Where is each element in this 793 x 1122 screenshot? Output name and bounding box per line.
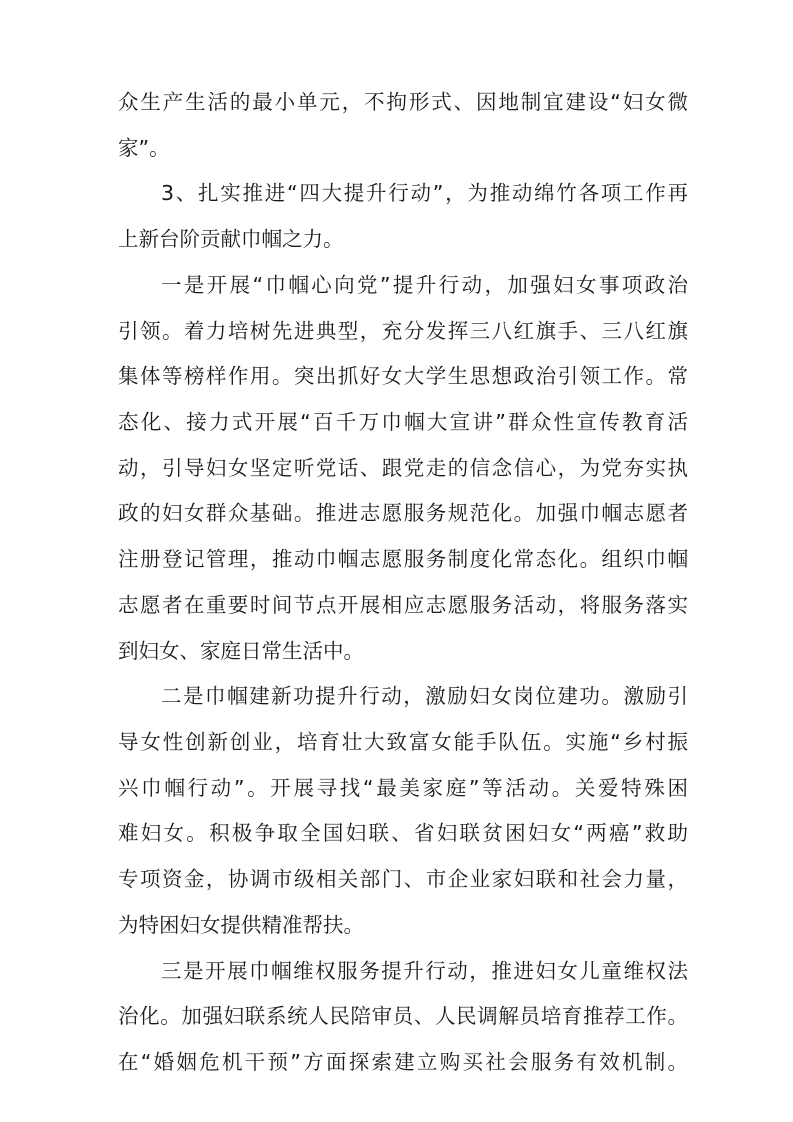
text-line: 态化、接力式开展“百千万巾帼大宣讲”群众性宣传教育活 [118,410,688,434]
text-line: 动，引导妇女坚定听党话、跟党走的信念信心，为党夯实执 [118,455,688,480]
text-line: 到妇女、家庭日常生活中。 [118,638,364,663]
text-line: 3、扎实推进“四大提升行动”，为推动绵竹各项工作再 [161,181,688,206]
text-line: 众生产生活的最小单元，不拘形式、因地制宜建设“妇女微 [118,90,688,114]
text-line: 注册登记管理，推动巾帼志愿服务制度化常态化。组织巾帼 [118,547,688,572]
text-line: 引领。着力培树先进典型，充分发挥三八红旗手、三八红旗 [118,318,688,343]
text-line: 二是巾帼建新功提升行动，激励妇女岗位建功。激励引 [161,684,688,709]
text-line: 政的妇女群众基础。推进志愿服务规范化。加强巾帼志愿者 [118,501,688,526]
text-line: 家”。 [118,135,170,160]
text-line: 上新台阶贡献巾帼之力。 [118,227,344,252]
text-line: 专项资金，协调市级相关部门、市企业家妇联和社会力量， [118,867,688,892]
text-line: 志愿者在重要时间节点开展相应志愿服务活动，将服务落实 [118,592,688,617]
text-line: 兴巾帼行动”。开展寻找“最美家庭”等活动。关爱特殊困 [118,775,688,800]
text-line: 三是开展巾帼维权服务提升行动，推进妇女儿童维权法 [161,958,688,983]
text-line: 治化。加强妇联系统人民陪审员、人民调解员培育推荐工作。 [118,1004,688,1029]
text-line: 为特困妇女提供精准帮扶。 [118,912,364,937]
text-line: 在“婚姻危机干预”方面探索建立购买社会服务有效机制。 [118,1050,688,1074]
text-line: 难妇女。积极争取全国妇联、省妇联贫困妇女“两癌”救助 [118,821,688,846]
text-line: 导女性创新创业，培育壮大致富女能手队伍。实施“乡村振 [118,730,688,754]
text-line: 集体等榜样作用。突出抓好女大学生思想政治引领工作。常 [118,364,688,389]
text-line: 一是开展“巾帼心向党”提升行动，加强妇女事项政治 [161,272,688,297]
